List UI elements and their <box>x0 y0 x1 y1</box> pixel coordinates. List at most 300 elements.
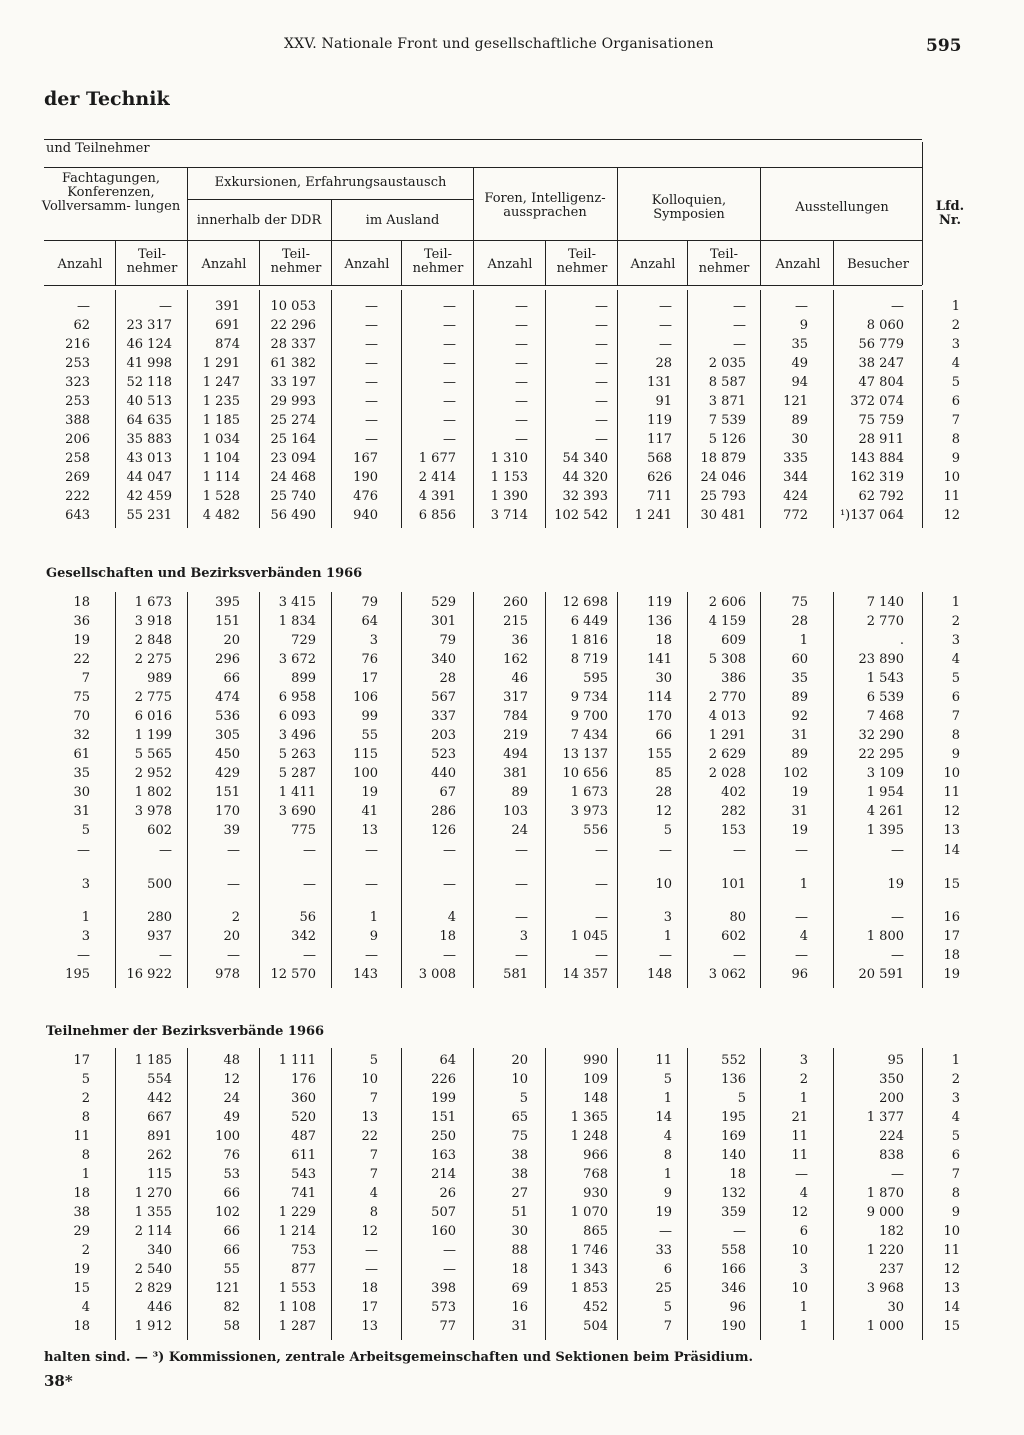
cell-teiln-koll: 190 <box>721 1319 746 1334</box>
cell-teiln-foren: 10 656 <box>562 766 608 781</box>
cell-lfd-nr: 10 <box>943 766 960 781</box>
table-row <box>0 785 1024 804</box>
cell-teiln-foren: 504 <box>583 1319 608 1334</box>
cell-teiln-ausland: 286 <box>431 804 456 819</box>
cell-lfd-nr: 9 <box>951 1205 960 1220</box>
cell-anzahl-fach: 8 <box>81 1110 90 1125</box>
cell-teiln-koll: 1 291 <box>708 728 746 743</box>
cell-teiln-koll: 602 <box>721 929 746 944</box>
cell-anzahl-ausland: 106 <box>353 690 378 705</box>
cell-anzahl-foren: 10 <box>511 1072 528 1087</box>
cell-besucher: 22 295 <box>858 747 904 762</box>
cell-teiln-koll: 195 <box>721 1110 746 1125</box>
cell-anzahl-koll: 18 <box>655 633 672 648</box>
header-anzahl-3: Anzahl <box>344 257 390 272</box>
cell-anzahl-ausst: 424 <box>783 489 808 504</box>
header-divider <box>760 167 761 285</box>
cell-anzahl-koll: 568 <box>647 451 672 466</box>
cell-teiln-koll: 4 013 <box>708 709 746 724</box>
cell-teiln-ausland: 4 391 <box>418 489 456 504</box>
cell-teiln-ddr: 877 <box>291 1262 316 1277</box>
cell-anzahl-fach: 17 <box>73 1053 90 1068</box>
cell-teiln-ddr: 360 <box>291 1091 316 1106</box>
header-ausland: im Ausland <box>365 213 440 228</box>
cell-lfd-nr: 17 <box>943 929 960 944</box>
cell-teiln-fach: 5 565 <box>134 747 172 762</box>
table-row <box>0 671 1024 690</box>
cell-teiln-fach: 2 540 <box>134 1262 172 1277</box>
cell-anzahl-foren: 69 <box>511 1281 528 1296</box>
cell-anzahl-ddr: 395 <box>215 595 240 610</box>
cell-teiln-foren: 930 <box>583 1186 608 1201</box>
cell-anzahl-ddr: 12 <box>223 1072 240 1087</box>
cell-lfd-nr: 10 <box>943 1224 960 1239</box>
table-row <box>0 948 1024 967</box>
cell-teiln-fach: 64 635 <box>126 413 172 428</box>
cell-teiln-ddr: 23 094 <box>270 451 316 466</box>
cell-teiln-ausland: — <box>443 413 456 428</box>
cell-anzahl-foren: — <box>515 910 528 925</box>
cell-besucher: 32 290 <box>858 728 904 743</box>
column-divider <box>187 1048 188 1340</box>
cell-lfd-nr: 3 <box>951 337 960 352</box>
cell-anzahl-koll: 141 <box>647 652 672 667</box>
cell-anzahl-koll: 148 <box>647 967 672 982</box>
table-row <box>0 337 1024 356</box>
cell-teiln-ddr: 3 690 <box>278 804 316 819</box>
cell-anzahl-ausst: 102 <box>783 766 808 781</box>
cell-anzahl-koll: — <box>659 1224 672 1239</box>
cell-teiln-ddr: 1 229 <box>278 1205 316 1220</box>
table-row <box>0 375 1024 394</box>
cell-anzahl-fach: 5 <box>81 823 90 838</box>
cell-anzahl-ausst: 3 <box>799 1262 808 1277</box>
cell-anzahl-ausland: 55 <box>361 728 378 743</box>
cell-anzahl-foren: 3 <box>519 929 528 944</box>
cell-teiln-fach: 6 016 <box>134 709 172 724</box>
cell-teiln-foren: 6 449 <box>570 614 608 629</box>
cell-teiln-ddr: 3 496 <box>278 728 316 743</box>
cell-anzahl-ausland: — <box>365 948 378 963</box>
running-head: XXV. Nationale Front und gesellschaftliche Organisationen <box>284 36 714 52</box>
cell-teiln-foren: — <box>595 318 608 333</box>
cell-anzahl-ausland: 143 <box>353 967 378 982</box>
cell-anzahl-ausland: 99 <box>361 709 378 724</box>
cell-teiln-ausland: 250 <box>431 1129 456 1144</box>
cell-teiln-koll: 25 793 <box>700 489 746 504</box>
cell-lfd-nr: 6 <box>951 394 960 409</box>
cell-anzahl-ausst: 1 <box>799 877 808 892</box>
column-divider <box>760 290 761 528</box>
column-divider <box>115 290 116 528</box>
column-divider <box>401 290 402 528</box>
column-divider <box>687 1048 688 1340</box>
header-anzahl-4: Anzahl <box>487 257 533 272</box>
header-teilnehmer-3: Teil- nehmer <box>412 247 464 276</box>
cell-anzahl-ddr: 1 291 <box>202 356 240 371</box>
cell-teiln-fach: 602 <box>147 823 172 838</box>
cell-anzahl-ausst: 12 <box>791 1205 808 1220</box>
cell-anzahl-fach: — <box>77 843 90 858</box>
cell-anzahl-ausland: 10 <box>361 1072 378 1087</box>
cell-anzahl-foren: — <box>515 948 528 963</box>
cell-anzahl-fach: 22 <box>73 652 90 667</box>
cell-anzahl-ddr: 82 <box>223 1300 240 1315</box>
table-row <box>0 967 1024 986</box>
cell-anzahl-fach: 11 <box>73 1129 90 1144</box>
cell-anzahl-ausland: — <box>365 413 378 428</box>
signature-mark: 38* <box>44 1372 73 1390</box>
column-divider <box>259 290 260 528</box>
cell-anzahl-foren: 1 390 <box>490 489 528 504</box>
cell-anzahl-koll: 6 <box>663 1262 672 1277</box>
cell-anzahl-koll: 30 <box>655 671 672 686</box>
cell-teiln-fach: 115 <box>147 1167 172 1182</box>
cell-besucher: — <box>891 910 904 925</box>
cell-anzahl-ausland: 4 <box>369 1186 378 1201</box>
cell-anzahl-ausland: 167 <box>353 451 378 466</box>
cell-anzahl-ddr: 1 185 <box>202 413 240 428</box>
cell-lfd-nr: 11 <box>943 785 960 800</box>
cell-anzahl-ausland: 3 <box>369 633 378 648</box>
cell-anzahl-foren: 18 <box>511 1262 528 1277</box>
cell-teiln-foren: — <box>595 843 608 858</box>
cell-anzahl-koll: 155 <box>647 747 672 762</box>
cell-teiln-ddr: 12 570 <box>270 967 316 982</box>
cell-anzahl-koll: — <box>659 337 672 352</box>
footnote: halten sind. — ³) Kommissionen, zentrale Arbeitsgemeinschaften und Sektionen beim Präsidium. <box>44 1350 753 1365</box>
cell-anzahl-koll: — <box>659 299 672 314</box>
cell-teiln-fach: 2 829 <box>134 1281 172 1296</box>
cell-anzahl-ddr: 102 <box>215 1205 240 1220</box>
cell-anzahl-foren: — <box>515 318 528 333</box>
cell-anzahl-ausst: — <box>795 299 808 314</box>
cell-anzahl-foren: 162 <box>503 652 528 667</box>
cell-anzahl-ausst: 772 <box>783 508 808 523</box>
cell-anzahl-ausst: 96 <box>791 967 808 982</box>
cell-teiln-ddr: 33 197 <box>270 375 316 390</box>
cell-teiln-fach: 2 952 <box>134 766 172 781</box>
cell-teiln-ausland: — <box>443 337 456 352</box>
section2-title: Gesellschaften und Bezirksverbänden 1966 <box>46 566 363 581</box>
table-row <box>0 489 1024 508</box>
cell-teiln-koll: 3 062 <box>708 967 746 982</box>
column-divider <box>617 1048 618 1340</box>
cell-teiln-koll: 153 <box>721 823 746 838</box>
cell-teiln-koll: — <box>733 948 746 963</box>
cell-anzahl-fach: 5 <box>81 1072 90 1087</box>
cell-teiln-ausland: 226 <box>431 1072 456 1087</box>
cell-anzahl-fach: 195 <box>65 967 90 982</box>
cell-anzahl-ausst: 11 <box>791 1129 808 1144</box>
header-divider <box>922 142 923 285</box>
cell-besucher: ¹)137 064 <box>839 508 904 523</box>
cell-anzahl-fach: 35 <box>73 766 90 781</box>
cell-anzahl-ausst: 60 <box>791 652 808 667</box>
cell-teiln-koll: 402 <box>721 785 746 800</box>
cell-anzahl-koll: 119 <box>647 595 672 610</box>
cell-teiln-ddr: 5 287 <box>278 766 316 781</box>
cell-teiln-fach: 55 231 <box>126 508 172 523</box>
cell-teiln-ausland: 340 <box>431 652 456 667</box>
cell-teiln-koll: 8 587 <box>708 375 746 390</box>
cell-anzahl-ddr: 391 <box>215 299 240 314</box>
cell-lfd-nr: 9 <box>951 451 960 466</box>
cell-anzahl-ausland: 7 <box>369 1148 378 1163</box>
cell-lfd-nr: 3 <box>951 1091 960 1106</box>
cell-anzahl-ausst: 3 <box>799 1053 808 1068</box>
cell-teiln-fach: 262 <box>147 1148 172 1163</box>
cell-anzahl-koll: 28 <box>655 785 672 800</box>
cell-anzahl-koll: 25 <box>655 1281 672 1296</box>
header-divider <box>187 167 188 285</box>
cell-teiln-ausland: — <box>443 843 456 858</box>
table-row <box>0 1167 1024 1186</box>
cell-teiln-ddr: 25 740 <box>270 489 316 504</box>
cell-teiln-fach: 1 673 <box>134 595 172 610</box>
column-divider <box>331 290 332 528</box>
cell-anzahl-fach: 38 <box>73 1205 90 1220</box>
cell-teiln-koll: 5 126 <box>708 432 746 447</box>
cell-anzahl-ausst: 21 <box>791 1110 808 1125</box>
cell-teiln-koll: 140 <box>721 1148 746 1163</box>
header-exkursionen: Exkursionen, Erfahrungsaustausch <box>214 175 447 190</box>
cell-anzahl-fach: 36 <box>73 614 90 629</box>
column-divider <box>687 592 688 988</box>
cell-teiln-fach: 989 <box>147 671 172 686</box>
cell-besucher: 1 220 <box>866 1243 904 1258</box>
cell-teiln-koll: — <box>733 299 746 314</box>
cell-anzahl-ausland: 13 <box>361 1110 378 1125</box>
cell-anzahl-ausland: 22 <box>361 1129 378 1144</box>
cell-lfd-nr: 19 <box>943 967 960 982</box>
cell-lfd-nr: 10 <box>943 470 960 485</box>
column-divider <box>187 592 188 988</box>
cell-anzahl-ddr: 66 <box>223 1243 240 1258</box>
cell-anzahl-ausst: 4 <box>799 929 808 944</box>
cell-anzahl-ausland: 41 <box>361 804 378 819</box>
cell-teiln-ausland: — <box>443 394 456 409</box>
table-row <box>0 1072 1024 1091</box>
cell-teiln-koll: 2 629 <box>708 747 746 762</box>
cell-besucher: — <box>891 299 904 314</box>
cell-teiln-koll: 282 <box>721 804 746 819</box>
cell-anzahl-foren: — <box>515 337 528 352</box>
cell-anzahl-ddr: 1 104 <box>202 451 240 466</box>
cell-anzahl-fach: 1 <box>81 1167 90 1182</box>
cell-lfd-nr: 15 <box>943 1319 960 1334</box>
cell-besucher: 237 <box>879 1262 904 1277</box>
cell-teiln-ausland: 573 <box>431 1300 456 1315</box>
cell-anzahl-koll: 14 <box>655 1110 672 1125</box>
table-row <box>0 910 1024 929</box>
cell-besucher: . <box>899 633 904 648</box>
column-divider <box>617 290 618 528</box>
cell-anzahl-koll: 117 <box>647 432 672 447</box>
table-row <box>0 823 1024 842</box>
cell-anzahl-ausst: 49 <box>791 356 808 371</box>
cell-besucher: 2 770 <box>866 614 904 629</box>
cell-anzahl-ddr: 305 <box>215 728 240 743</box>
table-row <box>0 1205 1024 1224</box>
cell-anzahl-ausland: 76 <box>361 652 378 667</box>
cell-teiln-ausland: 214 <box>431 1167 456 1182</box>
cell-teiln-foren: 1 343 <box>570 1262 608 1277</box>
cell-teiln-fach: 1 802 <box>134 785 172 800</box>
cell-anzahl-fach: 30 <box>73 785 90 800</box>
cell-lfd-nr: 6 <box>951 1148 960 1163</box>
cell-anzahl-ddr: 1 235 <box>202 394 240 409</box>
cell-anzahl-fach: 216 <box>65 337 90 352</box>
cell-teiln-fach: 280 <box>147 910 172 925</box>
cell-anzahl-ausst: — <box>795 910 808 925</box>
cell-teiln-fach: 3 918 <box>134 614 172 629</box>
cell-teiln-ausland: 26 <box>439 1186 456 1201</box>
cell-anzahl-ausst: 6 <box>799 1224 808 1239</box>
cell-teiln-ddr: 3 672 <box>278 652 316 667</box>
cell-anzahl-ddr: 66 <box>223 671 240 686</box>
cell-teiln-ddr: 611 <box>291 1148 316 1163</box>
column-divider <box>187 290 188 528</box>
cell-anzahl-koll: 7 <box>663 1319 672 1334</box>
cell-anzahl-foren: 38 <box>511 1148 528 1163</box>
cell-besucher: 1 543 <box>866 671 904 686</box>
cell-teiln-foren: 12 698 <box>562 595 608 610</box>
cell-anzahl-ddr: — <box>227 843 240 858</box>
cell-anzahl-koll: — <box>659 948 672 963</box>
cell-lfd-nr: 8 <box>951 432 960 447</box>
cell-teiln-ddr: 28 337 <box>270 337 316 352</box>
cell-teiln-ausland: 523 <box>431 747 456 762</box>
cell-teiln-fach: — <box>159 948 172 963</box>
column-divider <box>760 1048 761 1340</box>
cell-anzahl-foren: 581 <box>503 967 528 982</box>
cell-anzahl-foren: — <box>515 299 528 314</box>
cell-besucher: 3 968 <box>866 1281 904 1296</box>
table-row <box>0 1053 1024 1072</box>
cell-teiln-ausland: 567 <box>431 690 456 705</box>
table-row <box>0 877 1024 896</box>
cell-besucher: 95 <box>887 1053 904 1068</box>
column-divider <box>331 592 332 988</box>
header-bottom-rule <box>44 285 922 286</box>
cell-anzahl-foren: — <box>515 843 528 858</box>
cell-anzahl-foren: — <box>515 356 528 371</box>
cell-teiln-ausland: 301 <box>431 614 456 629</box>
cell-besucher: 162 319 <box>850 470 904 485</box>
cell-teiln-ausland: 199 <box>431 1091 456 1106</box>
cell-besucher: 838 <box>879 1148 904 1163</box>
table-row <box>0 318 1024 337</box>
cell-anzahl-fach: 18 <box>73 1186 90 1201</box>
cell-lfd-nr: 1 <box>951 299 960 314</box>
cell-besucher: — <box>891 948 904 963</box>
cell-teiln-foren: 13 137 <box>562 747 608 762</box>
cell-anzahl-fach: 62 <box>73 318 90 333</box>
table-row <box>0 633 1024 652</box>
cell-anzahl-ausst: 1 <box>799 633 808 648</box>
cell-anzahl-ausst: 1 <box>799 1319 808 1334</box>
cell-anzahl-ausland: — <box>365 843 378 858</box>
cell-teiln-foren: — <box>595 375 608 390</box>
cell-teiln-fach: 44 047 <box>126 470 172 485</box>
column-divider <box>833 1048 834 1340</box>
cell-teiln-fach: 442 <box>147 1091 172 1106</box>
cell-teiln-ausland: 28 <box>439 671 456 686</box>
cell-anzahl-foren: 51 <box>511 1205 528 1220</box>
cell-teiln-koll: 2 028 <box>708 766 746 781</box>
cell-anzahl-ausland: 100 <box>353 766 378 781</box>
cell-teiln-foren: 148 <box>583 1091 608 1106</box>
cell-anzahl-ddr: 20 <box>223 633 240 648</box>
cell-lfd-nr: 2 <box>951 1072 960 1087</box>
table-row <box>0 432 1024 451</box>
cell-lfd-nr: 7 <box>951 709 960 724</box>
cell-teiln-koll: — <box>733 318 746 333</box>
cell-anzahl-ausland: 18 <box>361 1281 378 1296</box>
cell-teiln-ausland: 6 856 <box>418 508 456 523</box>
cell-teiln-foren: 1 673 <box>570 785 608 800</box>
cell-teiln-fach: 35 883 <box>126 432 172 447</box>
cell-teiln-ddr: 22 296 <box>270 318 316 333</box>
column-divider <box>259 1048 260 1340</box>
cell-anzahl-ausland: 7 <box>369 1091 378 1106</box>
cell-anzahl-ausland: 9 <box>369 929 378 944</box>
column-divider <box>922 592 923 988</box>
cell-teiln-foren: 1 853 <box>570 1281 608 1296</box>
cell-lfd-nr: 2 <box>951 614 960 629</box>
cell-anzahl-foren: 215 <box>503 614 528 629</box>
cell-anzahl-ausland: 8 <box>369 1205 378 1220</box>
cell-anzahl-ddr: 151 <box>215 785 240 800</box>
header-divider <box>545 240 546 285</box>
table-row <box>0 413 1024 432</box>
cell-anzahl-fach: 2 <box>81 1243 90 1258</box>
cell-anzahl-ausst: 11 <box>791 1148 808 1163</box>
cell-anzahl-fach: 70 <box>73 709 90 724</box>
cell-anzahl-fach: 3 <box>81 929 90 944</box>
cell-teiln-foren: 966 <box>583 1148 608 1163</box>
cell-anzahl-ausst: 19 <box>791 823 808 838</box>
cell-besucher: 8 060 <box>866 318 904 333</box>
table-row <box>0 929 1024 948</box>
cell-anzahl-ausst: 19 <box>791 785 808 800</box>
header-teilnehmer-2: Teil- nehmer <box>270 247 322 276</box>
cell-anzahl-koll: 4 <box>663 1129 672 1144</box>
cell-teiln-fach: 2 775 <box>134 690 172 705</box>
cell-anzahl-ausst: 89 <box>791 747 808 762</box>
cell-teiln-ddr: 543 <box>291 1167 316 1182</box>
cell-lfd-nr: 12 <box>943 1262 960 1277</box>
cell-lfd-nr: 15 <box>943 877 960 892</box>
cell-teiln-koll: 132 <box>721 1186 746 1201</box>
cell-anzahl-fach: 388 <box>65 413 90 428</box>
cell-besucher: 1 377 <box>866 1110 904 1125</box>
cell-teiln-koll: 609 <box>721 633 746 648</box>
cell-anzahl-koll: 1 <box>663 1091 672 1106</box>
cell-anzahl-ausland: 940 <box>353 508 378 523</box>
cell-teiln-foren: — <box>595 299 608 314</box>
cell-anzahl-koll: 131 <box>647 375 672 390</box>
cell-anzahl-ausst: — <box>795 1167 808 1182</box>
cell-anzahl-koll: 5 <box>663 1072 672 1087</box>
cell-anzahl-ausst: 31 <box>791 804 808 819</box>
cell-teiln-ausland: 18 <box>439 929 456 944</box>
cell-anzahl-koll: 1 241 <box>634 508 672 523</box>
cell-teiln-koll: 2 770 <box>708 690 746 705</box>
cell-teiln-fach: 40 513 <box>126 394 172 409</box>
cell-teiln-ddr: 5 263 <box>278 747 316 762</box>
